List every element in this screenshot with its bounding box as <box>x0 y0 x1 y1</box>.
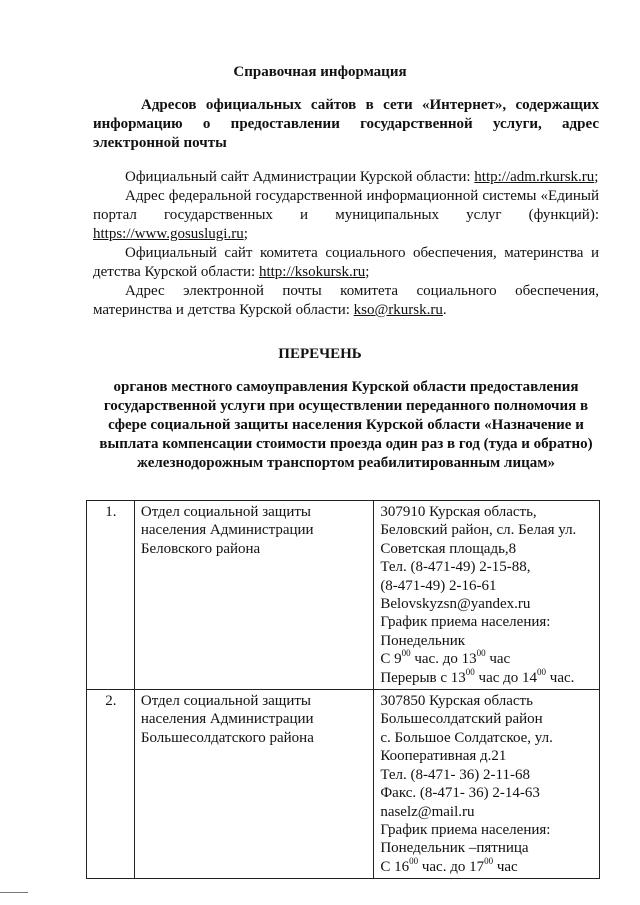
schedule-days: Понедельник –пятница <box>380 840 529 857</box>
hours-from-minutes: 00 <box>409 855 419 866</box>
address-line: 307910 Курская область, <box>380 504 537 520</box>
hours-from: С 16 <box>380 858 410 875</box>
document-subtitle: Адресов официальных сайтов в сети «Интернет», содержащих информацию о предоставлении государственной услуги, адрес электронной почты <box>93 97 599 151</box>
hours-to-minutes: 00 <box>484 855 494 866</box>
committee-email-label: Адрес электронной почты комитета социального обеспечения, материнства и детства Курской области: <box>93 283 599 318</box>
list-subheading: органов местного самоуправления Курской области предоставления государственной услуги при осуществлении переданного полномочия в сфере социальной защиты населения Курской области «Назначение и выплата компенсации стоимости проезда один раз в год (туда и обратно) железнодорожным транспортом реабилитированным лицам» <box>99 379 593 471</box>
break-from: Перерыв с 13 <box>380 669 466 686</box>
schedule-break <box>380 666 594 687</box>
gosuslugi-suffix: ; <box>243 226 248 242</box>
fax-line: Факс. (8-471- 36) 2-14-63 <box>380 785 540 802</box>
list-heading: ПЕРЕЧЕНЬ <box>278 346 362 362</box>
admin-site-paragraph <box>93 168 599 187</box>
gosuslugi-paragraph <box>93 187 599 244</box>
break-to: час до 14 <box>474 669 538 686</box>
table-row <box>87 690 600 879</box>
agency-name: Отдел социальной защиты населения Администрации Беловского района <box>134 501 373 690</box>
committee-site-suffix: ; <box>365 264 370 280</box>
committee-email-link[interactable]: kso@rkursk.ru <box>353 302 443 318</box>
address-line: Большесолдатский район <box>380 711 543 728</box>
address-line: 307850 Курская область <box>380 693 533 710</box>
agency-name: Отдел социальной защиты населения Администрации Большесолдатского района <box>134 690 373 879</box>
address-line: с. Большое Солдатское, ул. <box>380 729 553 746</box>
committee-site-label: Официальный сайт комитета социального обеспечения, материнства и детства Курской области: <box>93 245 599 280</box>
schedule-label: График приема населения: <box>380 821 551 838</box>
address-line: Советская площадь,8 <box>380 540 517 557</box>
row-number: 2. <box>87 690 135 879</box>
info-block <box>93 168 599 320</box>
break-from-minutes: 00 <box>465 666 475 677</box>
schedule-hours <box>380 650 594 668</box>
hours-suffix: час <box>485 651 511 668</box>
hours-to: час. до 17 <box>418 858 485 875</box>
phone-line: Тел. (8-471-49) 2-15-88, <box>380 559 531 576</box>
address-line: Кооперативная д.21 <box>380 748 507 765</box>
gosuslugi-link[interactable]: https://www.gosuslugi.ru <box>93 226 244 242</box>
gosuslugi-label: Адрес федеральной государственной информационной системы «Единый портал государственных и муниципальных услуг (функций): <box>93 188 599 223</box>
agency-contacts <box>374 501 600 690</box>
agency-email[interactable]: naselz@mail.ru <box>380 803 475 820</box>
break-to-minutes: 00 <box>537 666 547 677</box>
schedule-label: График приема населения: <box>380 614 551 631</box>
phone-line: Тел. (8-471- 36) 2-11-68 <box>380 766 530 783</box>
table-row <box>87 501 600 690</box>
schedule-hours <box>380 855 594 876</box>
address-line: Беловский район, сл. Белая ул. <box>380 522 577 539</box>
committee-site-paragraph <box>93 244 599 282</box>
hours-suffix: час <box>493 858 518 875</box>
break-suffix: час. <box>546 669 575 686</box>
admin-site-link[interactable]: http://adm.rkursk.ru <box>474 169 595 185</box>
schedule-days: Понедельник <box>380 632 466 649</box>
hours-from-minutes: 00 <box>401 648 411 659</box>
hours-from: С 9 <box>380 651 402 668</box>
hours-to-minutes: 00 <box>476 648 486 659</box>
committee-site-link[interactable]: http://ksokursk.ru <box>258 264 366 280</box>
document-title: Справочная информация <box>233 64 407 80</box>
footer-rule <box>0 892 28 893</box>
admin-site-suffix: ; <box>594 169 599 185</box>
agency-email[interactable]: Belovskyzsn@yandex.ru <box>380 596 531 613</box>
agencies-table <box>86 500 600 879</box>
committee-email-suffix: . <box>442 302 447 318</box>
hours-to: час. до 13 <box>410 651 477 668</box>
phone-line: (8-471-49) 2-16-61 <box>380 577 497 594</box>
committee-email-paragraph <box>93 282 599 320</box>
row-number: 1. <box>87 501 135 690</box>
agency-contacts <box>374 690 600 879</box>
admin-site-label: Официальный сайт Администрации Курской области: <box>125 169 471 185</box>
